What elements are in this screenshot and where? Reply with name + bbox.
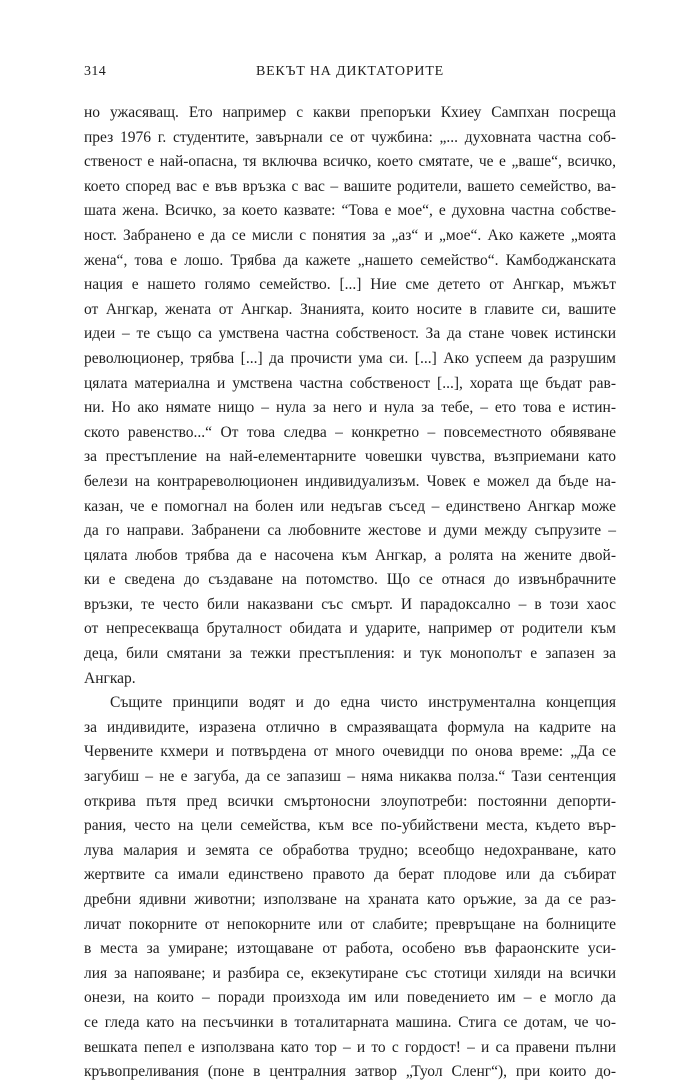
page-number: 314 [84, 64, 107, 79]
text-line: което според вас е във връзка с вас – вашите родители, вашето семейство, ва- [84, 177, 616, 195]
text-line: ственост е най-опасна, тя включва всичко, което смятате, че е „ваше“, всичко, [84, 153, 616, 171]
text-line: кръвопреливания (поне в централния затвор „Туол Сленг“), при които до- [84, 1063, 616, 1081]
text-line: открива пътя пред всички смъртоносни злоупотреби: постоянни депорти- [84, 792, 616, 810]
text-line: Червените кхмери и потвърдена от много очевидци по онова време: „Да се [84, 743, 616, 761]
text-line: онези, на които – поради произхода им или поведението им – е могло да [84, 989, 616, 1007]
running-head-title: ВЕКЪТ НА ДИКТАТОРИТЕ [255, 64, 445, 79]
text-line: личат покорните от непокорните или от слабите; превръщане на болниците [84, 915, 616, 933]
text-line: нация е нашето голямо семейство. [...] Ние сме детето от Ангкар, мъжът [84, 276, 616, 294]
running-head [84, 64, 616, 84]
text-line: ското равенство...“ От това следва – конкретно – повсеместното обявяване [84, 423, 616, 441]
text-line: дребни ядивни животни; използване на храната като оръжие, за да се раз- [84, 891, 616, 908]
text-line: лия за напояване; и разбира се, екзекутиране със стотици хиляди на всички [84, 964, 616, 982]
text-line: цялата материална и умствена частна собственост [...], хората ще бъдат рав- [84, 374, 616, 392]
text-line: белези на контрареволюционен индивидуализъм. Човек е можел да бъде на- [84, 472, 616, 490]
text-line: ност. Забранено е да се мисли с понятия за „аз“ и „мое“. Ако кажете „моята [84, 226, 616, 244]
paragraph-first-line: Същите принципи водят и до една чисто инструментална концепция [110, 694, 616, 712]
text-line: жена“, това е лошо. Трябва да кажете „нашето семейство“. Камбоджанската [84, 251, 616, 269]
text-line: в места за умиране; изтощаване от работа, особено във фараонските уси- [84, 940, 616, 958]
text-line: през 1976 г. студентите, завърнали се от чужбина: „... духовната частна соб- [84, 128, 616, 146]
text-line: идеи – те също са умствена частна собственост. За да стане човек истински [84, 325, 616, 343]
text-line: деца, били смятани за тежки престъпления: и тук монополът е запазен за [84, 645, 616, 663]
text-line: се гледа като на песъчинки в тоталитарната машина. Стига се дотам, че чо- [84, 1013, 616, 1031]
text-line: но ужасяващ. Ето например с какви препоръки Кхиеу Сампхан посреща [84, 104, 616, 121]
text-line: ки е сведена до създаване на потомство. Що се отнася до извънбрачните [84, 571, 616, 589]
text-line: революционер, трябва [...] да прочисти ума си. [...] Ако успеем да разрушим [84, 349, 616, 367]
text-line: шата жена. Всичко, за което казвате: “Това е мое“, е духовна частна собстве- [84, 202, 616, 220]
body-text [84, 101, 616, 1085]
text-line: връзки, те често били наказвани със смърт. И парадоксално – в този хаос [84, 595, 616, 613]
text-line: за индивидите, изразена отлично в смразяващата формула на кадрите на [84, 718, 616, 736]
text-line: цялата любов трябва да е насочена към Ангкар, а ролята на жените двой- [84, 546, 616, 564]
text-line: от непресекваща бруталност обидата и ударите, например от родители към [84, 620, 616, 638]
text-line: казан, че е помогнал на болен или недъгав съсед – единствено Ангкар може [84, 497, 616, 515]
paragraph-end-line: Ангкар. [84, 669, 136, 687]
text-line: за престъпление на най-елементарните човешки чувства, възприемани като [84, 448, 616, 466]
text-line: ни. Но ако нямате нищо – нула за него и нула за тебе, – ето това е истин- [84, 399, 616, 417]
text-line: от Ангкар, жената от Ангкар. Знанията, които носите в главите си, вашите [84, 300, 616, 318]
text-line: жертвите са имали единствено правото да берат плодове или да събират [84, 866, 616, 884]
text-line: загубиш – не е загуба, да се запазиш – няма никаква полза.“ Тази сентенция [84, 768, 616, 786]
text-line: лува малария и земята се обработва трудно; всеобщо недохранване, като [84, 841, 616, 859]
text-line: да го направи. Забранени са любовните жестове и думи между съпрузите – [84, 522, 616, 540]
text-line: рания, често на цели семейства, към все по-убийствени места, където вър- [84, 817, 616, 835]
text-line: вешката пепел е използвана като тор – и то с гордост! – и са правени пълни [84, 1038, 616, 1056]
